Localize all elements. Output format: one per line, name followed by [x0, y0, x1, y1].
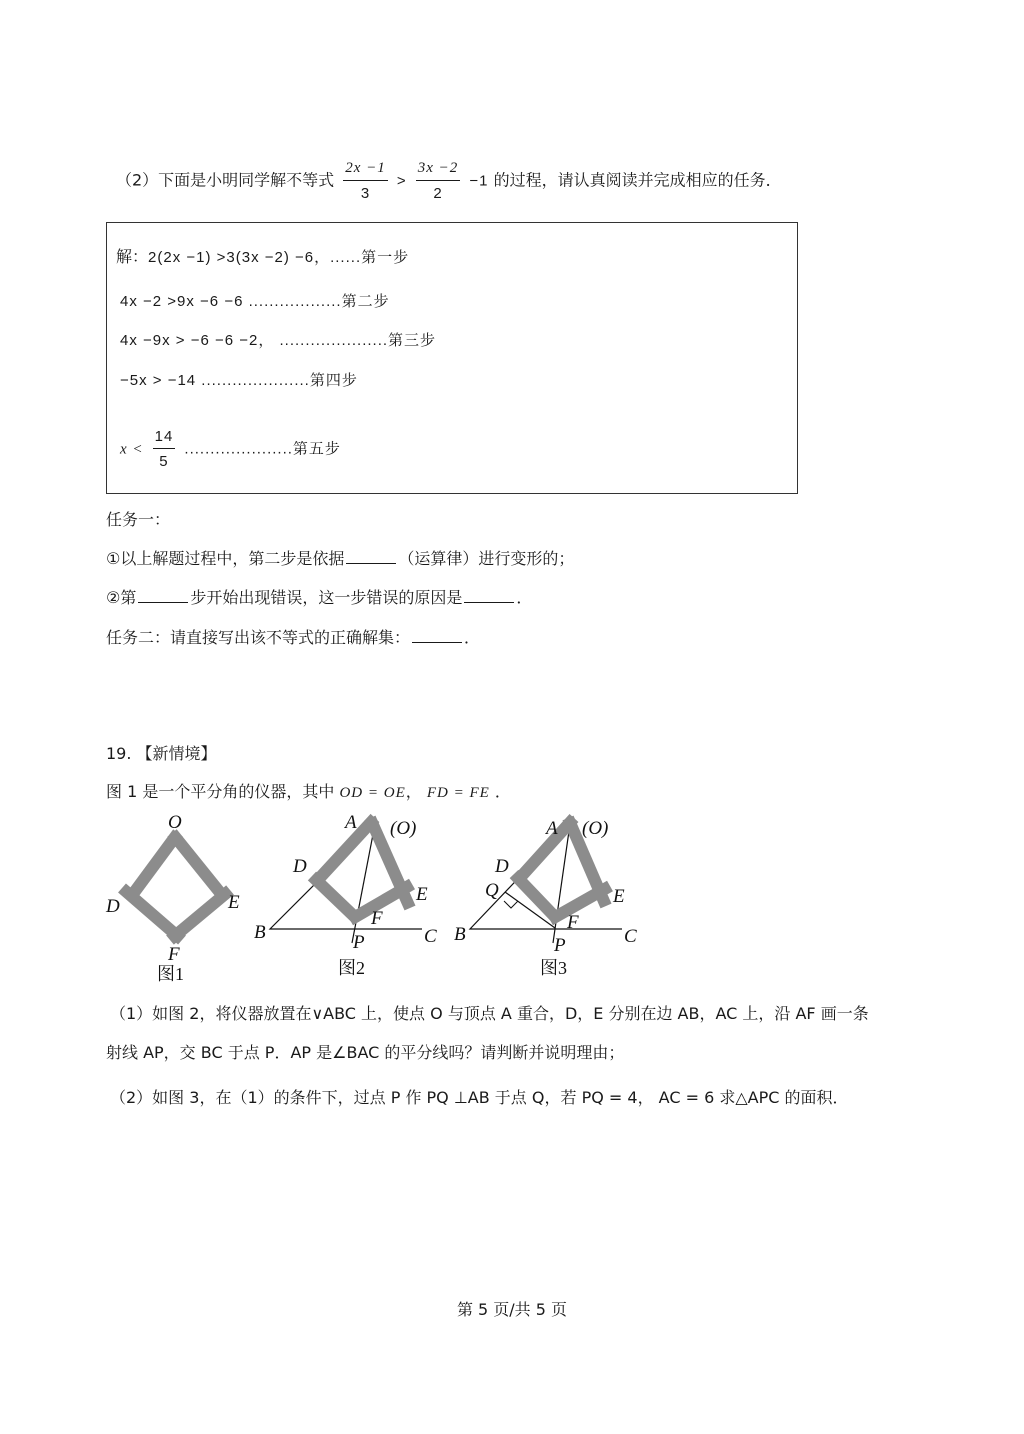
- fig2-label-c: C: [424, 926, 437, 947]
- rhs-fraction: [416, 160, 461, 202]
- fig1-bar-oe: [172, 833, 226, 900]
- figure-3: [454, 818, 637, 978]
- figures: [100, 808, 660, 988]
- part2-intro: [116, 160, 782, 202]
- fig2-label-p: P: [353, 932, 365, 953]
- fig3-label-f: F: [567, 912, 579, 933]
- q19-line1-pre: 图 1 是一个平分角的仪器，其中: [106, 782, 335, 801]
- answer-blank-4[interactable]: [412, 628, 462, 643]
- answer-blank-1[interactable]: [346, 549, 396, 564]
- step1-text: 2(2x −1) >3(3x −2) −6，......第一步: [148, 249, 410, 266]
- rhs-tail: −1: [469, 172, 489, 190]
- step5-tail: .....................第五步: [184, 440, 341, 458]
- answer-blank-3[interactable]: [464, 588, 514, 603]
- solution-label: 解：: [116, 247, 149, 266]
- q19-eq1: OD = OE: [339, 785, 406, 801]
- step5-denominator: 5: [159, 453, 169, 470]
- task1-q1: [106, 546, 574, 569]
- fig3-label-q: Q: [485, 880, 499, 901]
- fig1-bar-od: [130, 833, 178, 898]
- fig3-label-a: A: [546, 818, 558, 839]
- answer-blank-2[interactable]: [138, 588, 188, 603]
- task1-q1-post: （运算律）进行变形的；: [398, 549, 575, 568]
- solution-step1: [116, 244, 409, 267]
- q19-eq2: FD = FE: [426, 785, 490, 801]
- part2-intro-pre: （2）下面是小明同学解不等式: [116, 170, 335, 190]
- task2-post: ．: [464, 628, 481, 647]
- fig1-label-o: O: [168, 812, 182, 833]
- solution-step5: [120, 428, 341, 470]
- step5-numerator: 14: [153, 428, 176, 449]
- q19-line1-post: ．: [494, 782, 511, 801]
- solution-step2: 4x −2 >9x −6 −6 ..................第二步: [120, 293, 390, 310]
- q19-line1: [106, 779, 511, 802]
- q19-sep: ，: [405, 782, 422, 801]
- step5-lhs: x <: [120, 441, 144, 458]
- q19-sub1-line1: （1）如图 2，将仪器放置在∨ABC 上，使点 O 与顶点 A 重合，D，E 分别在边 AB，AC 上，沿 AF 画一条: [110, 1004, 869, 1023]
- fig3-right-angle: [504, 901, 518, 908]
- fig1-bar-ef: [170, 890, 230, 940]
- task2: [106, 625, 480, 648]
- task2-pre: 任务二：请直接写出该不等式的正确解集：: [106, 628, 411, 647]
- fig1-caption: 图1: [157, 964, 184, 984]
- fig1-label-f: F: [168, 944, 180, 965]
- q19-sub1-line2: 射线 AP，交 BC 于点 P．AP 是∠BAC 的平分线吗？请判断并说明理由；: [106, 1043, 625, 1062]
- task1-q2-pre: ②第: [106, 588, 137, 607]
- fig1-label-e: E: [228, 892, 240, 913]
- q19-sub2: （2）如图 3，在（1）的条件下，过点 P 作 PQ ⊥AB 于点 Q，若 PQ = 4， AC = 6 求△APC 的面积．: [110, 1088, 849, 1107]
- fig2-label-o: (O): [390, 818, 417, 839]
- part2-intro-post: 的过程，请认真阅读并完成相应的任务．: [493, 170, 782, 190]
- fig3-label-b: B: [454, 924, 466, 945]
- rhs-denominator: 2: [433, 185, 443, 202]
- fig1-label-d: D: [106, 896, 120, 917]
- fig3-label-d: D: [495, 856, 509, 877]
- fig2-label-d: D: [293, 856, 307, 877]
- figure-2: [254, 812, 437, 978]
- figure-1: [105, 812, 240, 984]
- fig3-label-c: C: [624, 926, 637, 947]
- solution-step3: 4x −9x > −6 −6 −2， .....................第三步: [120, 332, 437, 349]
- fig2-label-a: A: [345, 812, 357, 833]
- lhs-denominator: 3: [360, 185, 371, 202]
- fig3-label-p: P: [554, 935, 566, 956]
- fig2-label-b: B: [254, 922, 266, 943]
- fig2-caption: 图2: [338, 958, 365, 978]
- q19-title: 19. 【新情境】: [106, 744, 217, 763]
- page-footer: 第 5 页/共 5 页: [456, 1300, 568, 1319]
- fig3-caption: 图3: [540, 958, 567, 978]
- step5-fraction: [153, 428, 176, 470]
- task1-q2-mid: 步开始出现错误，这一步错误的原因是: [190, 588, 463, 607]
- lhs-fraction: [343, 160, 388, 202]
- solution-step4: −5x > −14 .....................第四步: [120, 372, 358, 389]
- fig3-label-o: (O): [582, 818, 609, 839]
- task1-q1-pre: ①以上解题过程中，第二步是依据: [106, 549, 345, 568]
- fig2-label-f: F: [371, 908, 383, 929]
- task1-title: 任务一：: [106, 510, 171, 529]
- rhs-numerator: 3x −2: [416, 160, 461, 181]
- gt-sign: >: [396, 172, 407, 190]
- task1-q2-post: ．: [516, 588, 533, 607]
- fig3-label-e: E: [613, 886, 625, 907]
- fig2-label-e: E: [416, 884, 428, 905]
- task1-q2: [106, 585, 532, 608]
- lhs-numerator: 2x −1: [343, 160, 388, 181]
